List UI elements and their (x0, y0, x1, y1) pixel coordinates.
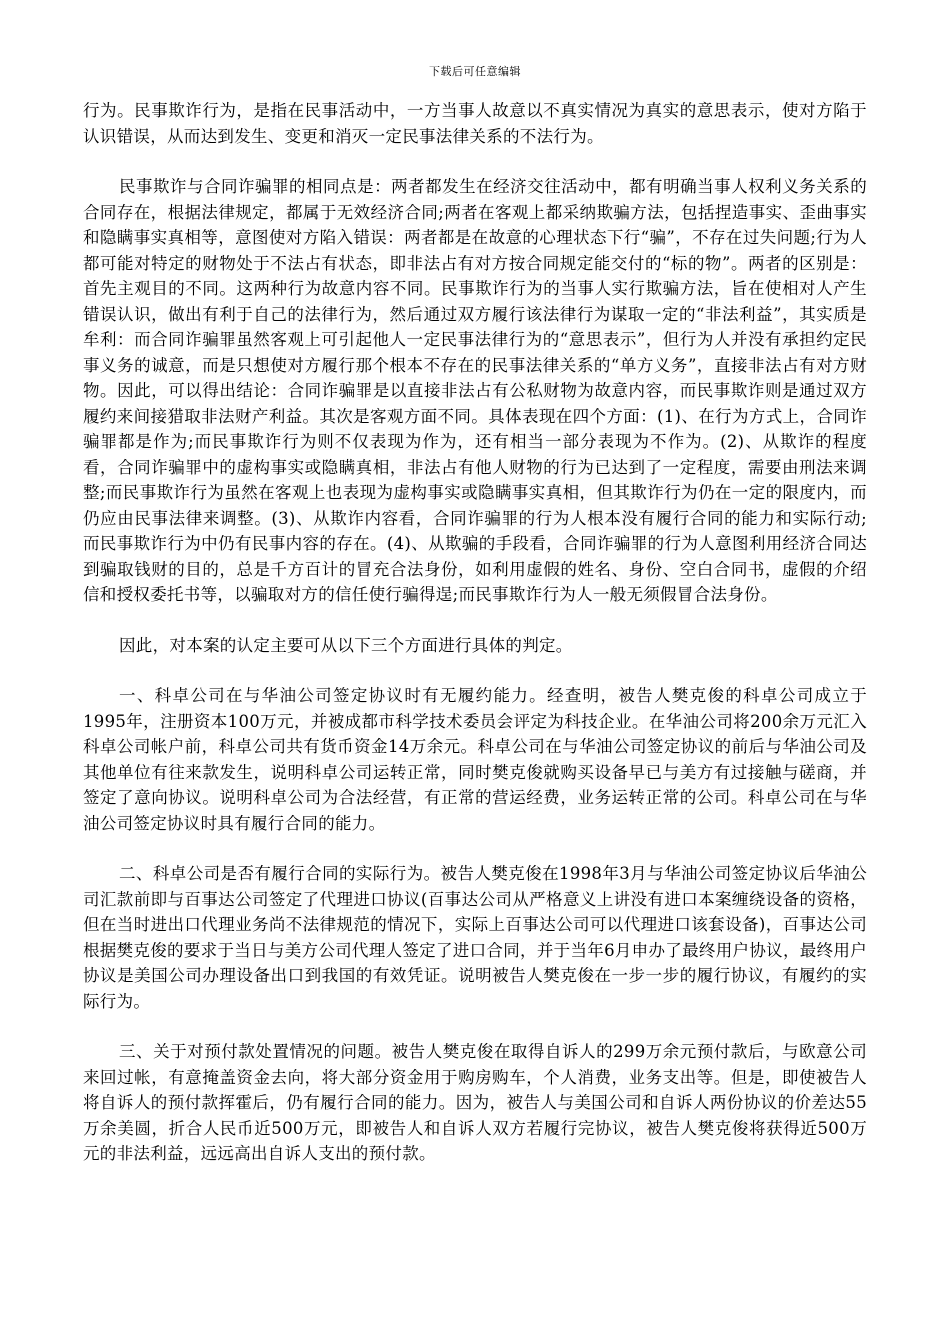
paragraph-2: 民事欺诈与合同诈骗罪的相同点是：两者都发生在经济交往活动中，都有明确当事人权利义务关系的合同存在，根据法律规定，都属于无效经济合同;两者在客观上都采纳欺骗方法，包括捏造事实、歪曲事实和隐瞒事实真相等，意图使对方陷入错误：两者都是在故意的心理状态下行“骗”，不存在过失问题;行为人都可能对特定的财物处于不法占有状态，即非法占有对方按合同规定能交付的“标的物”。两者的区别是：首先主观目的不同。这两种行为故意内容不同。民事欺诈行为的当事人实行欺骗方法，旨在使相对人产生错误认识，做出有利于自己的法律行为，然后通过双方履行该法律行为谋取一定的“非法利益”，其实质是牟利：而合同诈骗罪虽然客观上可引起他人一定民事法律行为的“意思表示”，但行为人并没有承担约定民事义务的诚意，而是只想使对方履行那个根本不存在的民事法律关系的“单方义务”，直接非法占有对方财物。因此，可以得出结论：合同诈骗罪是以直接非法占有公私财物为故意内容，而民事欺诈则是通过双方履约来间接猎取非法财产利益。其次是客观方面不同。具体表现在四个方面：(1)、在行为方式上，合同诈骗罪都是作为;而民事欺诈行为则不仅表现为作为，还有相当一部分表现为不作为。(2)、从欺诈的程度看，合同诈骗罪中的虚构事实或隐瞒真相，非法占有他人财物的行为已达到了一定程度，需要由刑法来调整;而民事欺诈行为虽然在客观上也表现为虚构事实或隐瞒事实真相，但其欺诈行为仍在一定的限度内，而仍应由民事法律来调整。(3)、从欺诈内容看，合同诈骗罪的行为人根本没有履行合同的能力和实际行动;而民事欺诈行为中仍有民事内容的存在。(4)、从欺骗的手段看，合同诈骗罪的行为人意图利用经济合同达到骗取钱财的目的，总是千方百计的冒充合法身份，如利用虚假的姓名、身份、空白合同书，虚假的介绍信和授权委托书等，以骗取对方的信任使行骗得逞;而民事欺诈行为人一般无须假冒合法身份。 (83, 177, 867, 604)
paragraph-4: 一、科卓公司在与华油公司签定协议时有无履约能力。经查明，被告人樊克俊的科卓公司成立于1995年，注册资本100万元，并被成都市科学技术委员会评定为科技企业。在华油公司将200余万元汇入科卓公司帐户前，科卓公司共有货币资金14万余元。科卓公司在与华油公司签定协议的前后与华油公司及其他单位有往来款发生，说明科卓公司运转正常，同时樊克俊就购买设备早已与美方有过接触与磋商，并签定了意向协议。说明科卓公司为合法经营，有正常的营运经费，业务运转正常的公司。科卓公司在与华油公司签定协议时具有履行合同的能力。 (83, 686, 867, 833)
page-header-note: 下载后可任意编辑 (429, 65, 521, 78)
paragraph-1: 行为。民事欺诈行为，是指在民事活动中，一方当事人故意以不真实情况为真实的意思表示，使对方陷于认识错误，从而达到发生、变更和消灭一定民事法律关系的不法行为。 (83, 101, 867, 146)
paragraph-6: 三、关于对预付款处置情况的问题。被告人樊克俊在取得自诉人的299万余元预付款后，与欧意公司来回过帐，有意掩盖资金去向，将大部分资金用于购房购车，个人消费，业务支出等。但是，即使被告人将自诉人的预付款挥霍后，仍有履行合同的能力。因为，被告人与美国公司和自诉人两份协议的价差达55万余美圆，折合人民币近500万元，即被告人和自诉人双方若履行完协议，被告人樊克俊将获得近500万元的非法利益，远远高出自诉人支出的预付款。 (83, 1042, 867, 1163)
document-body (83, 98, 867, 1167)
paragraph-3: 因此，对本案的认定主要可从以下三个方面进行具体的判定。 (119, 635, 573, 655)
paragraph-5: 二、科卓公司是否有履行合同的实际行为。被告人樊克俊在1998年3月与华油公司签定协议后华油公司汇款前即与百事达公司签定了代理进口协议(百事达公司从严格意义上讲没有进口本案缠绕设备的资格，但在当时进出口代理业务尚不法律规范的情况下，实际上百事达公司可以代理进口该套设备)，百事达公司根据樊克俊的要求于当日与美方公司代理人签定了进口合同，并于当年6月申办了最终用户协议，最终用户协议是美国公司办理设备出口到我国的有效凭证。说明被告人樊克俊在一步一步的履行协议，有履约的实际行为。 (83, 864, 867, 1011)
